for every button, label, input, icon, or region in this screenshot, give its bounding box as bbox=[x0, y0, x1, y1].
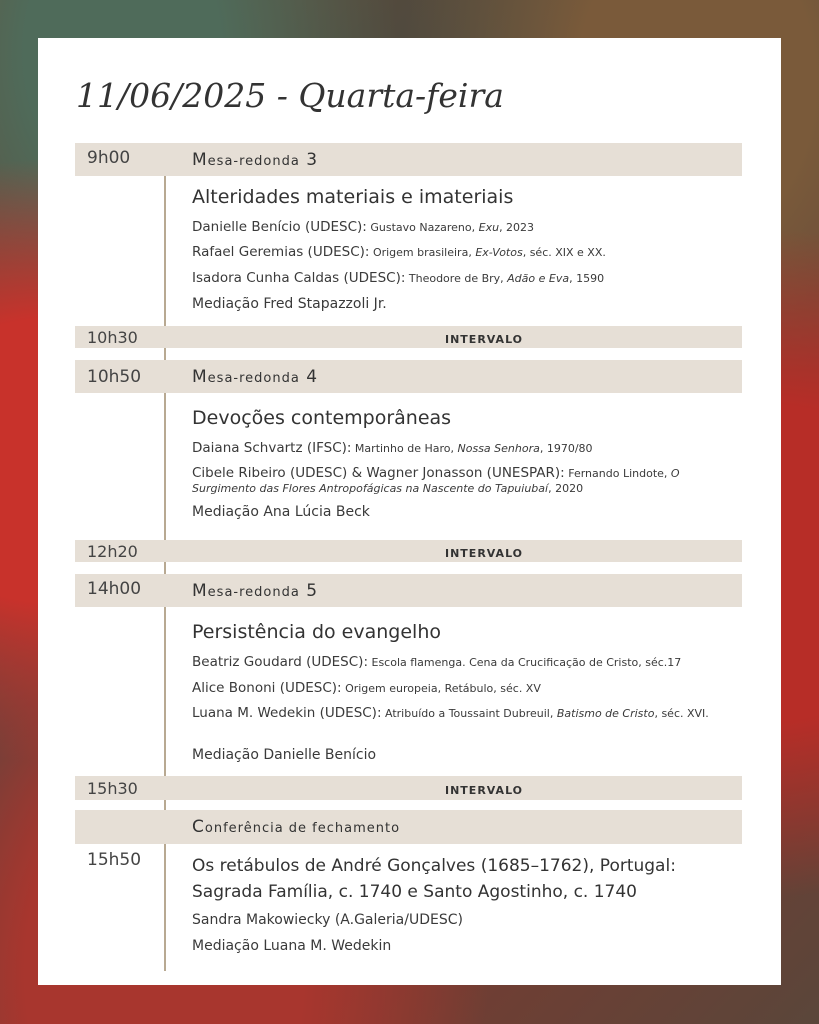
speaker-line: Cibele Ribeiro (UDESC) & Wagner Jonasson (UNESPAR): Fernando Lindote, O Surgimento das Flores Antropofágicas na Nascente do Tapuiubaí, 2020 bbox=[192, 465, 680, 495]
conference-speaker: Sandra Makowiecky (A.Galeria/UDESC) bbox=[192, 912, 463, 928]
session-header-band bbox=[75, 360, 742, 393]
conference-heading: Conferência de fechamento bbox=[192, 817, 401, 837]
session-theme: Devoções contemporâneas bbox=[192, 407, 452, 429]
session-header-band bbox=[75, 574, 742, 607]
mediation: Mediação Fred Stapazzoli Jr. bbox=[192, 296, 387, 312]
speaker-line: Alice Bononi (UDESC): Origem europeia, Retábulo, séc. XV bbox=[192, 680, 541, 696]
interval-band bbox=[75, 540, 742, 562]
session-time: 9h00 bbox=[87, 148, 131, 168]
session-heading: Mesa-redonda 3 bbox=[192, 150, 319, 170]
speaker-line: Daiana Schvartz (IFSC): Martinho de Haro, Nossa Senhora, 1970/80 bbox=[192, 440, 593, 456]
session-theme: Alteridades materiais e imateriais bbox=[192, 186, 514, 208]
session-heading: Mesa-redonda 5 bbox=[192, 581, 319, 601]
interval-time: 12h20 bbox=[87, 542, 138, 561]
speaker-line: Luana M. Wedekin (UDESC): Atribuído a Toussaint Dubreuil, Batismo de Cristo, séc. XVI. bbox=[192, 705, 709, 721]
interval-band bbox=[75, 326, 742, 348]
mediation: Mediação Luana M. Wedekin bbox=[192, 938, 392, 954]
conference-title-line-1: Os retábulos de André Gonçalves (1685–1762), Portugal: bbox=[192, 856, 676, 876]
session-time: 10h50 bbox=[87, 367, 142, 387]
interval-band bbox=[75, 776, 742, 800]
schedule-card bbox=[38, 38, 781, 985]
speaker-line: Isadora Cunha Caldas (UDESC): Theodore de Bry, Adão e Eva, 1590 bbox=[192, 270, 605, 286]
session-heading: Mesa-redonda 4 bbox=[192, 367, 319, 387]
interval-time: 15h30 bbox=[87, 779, 138, 798]
interval-label: INTERVALO bbox=[445, 784, 524, 797]
speaker-line: Beatriz Goudard (UDESC): Escola flamenga. Cena da Crucificação de Cristo, séc.17 bbox=[192, 654, 682, 670]
interval-label: INTERVALO bbox=[445, 547, 524, 560]
session-header-band bbox=[75, 143, 742, 176]
interval-label: INTERVALO bbox=[445, 333, 524, 346]
speaker-line: Rafael Geremias (UDESC): Origem brasileira, Ex-Votos, séc. XIX e XX. bbox=[192, 244, 606, 260]
interval-time: 10h30 bbox=[87, 328, 138, 347]
speaker-line: Danielle Benício (UDESC): Gustavo Nazareno, Exu, 2023 bbox=[192, 219, 535, 235]
session-theme: Persistência do evangelho bbox=[192, 621, 441, 643]
page-title: 11/06/2025 - Quarta-feira bbox=[76, 76, 504, 115]
conference-header-band bbox=[75, 810, 742, 844]
mediation: Mediação Danielle Benício bbox=[192, 747, 377, 763]
conference-title-line-2: Sagrada Família, c. 1740 e Santo Agostinho, c. 1740 bbox=[192, 882, 637, 902]
session-time: 14h00 bbox=[87, 579, 142, 599]
mediation: Mediação Ana Lúcia Beck bbox=[192, 504, 370, 520]
conference-time: 15h50 bbox=[87, 850, 142, 870]
